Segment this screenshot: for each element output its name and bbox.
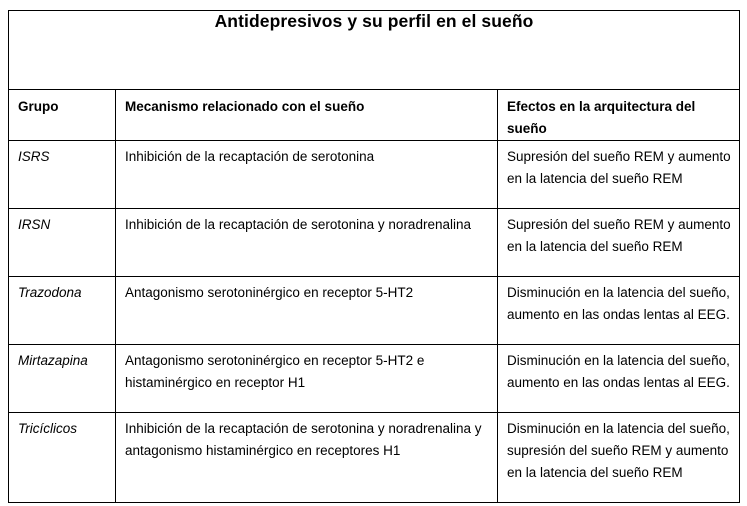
- group-name: Tricíclicos: [18, 421, 77, 436]
- table-title-cell: [9, 11, 740, 90]
- table-row: [9, 345, 740, 413]
- table-row: [9, 413, 740, 503]
- cell-efectos: [498, 413, 740, 503]
- group-name: Trazodona: [18, 285, 82, 300]
- cell-efectos: [498, 277, 740, 345]
- cell-grupo: [9, 413, 116, 503]
- group-name: ISRS: [18, 149, 50, 164]
- mechanism-text: Inhibición de la recaptación de serotonina y noradrenalina: [125, 217, 471, 232]
- cell-efectos: [498, 345, 740, 413]
- cell-grupo: [9, 277, 116, 345]
- column-header-efectos: [498, 90, 740, 141]
- mechanism-text: Inhibición de la recaptación de serotonina y noradrenalina y antagonismo histaminérgico en receptores H1: [125, 421, 482, 458]
- mechanism-text: Inhibición de la recaptación de serotonina: [125, 149, 375, 164]
- column-header-label: Efectos en la arquitectura del sueño: [507, 99, 696, 136]
- group-name: Mirtazapina: [18, 353, 88, 368]
- effects-text: Disminución en la latencia del sueño, supresión del sueño REM y aumento en la latencia del sueño REM: [507, 421, 730, 480]
- cell-grupo: [9, 141, 116, 209]
- table-container: [8, 10, 739, 497]
- cell-mecanismo: [116, 141, 498, 209]
- column-header-label: Mecanismo relacionado con el sueño: [125, 99, 365, 114]
- table-header-row: [9, 90, 740, 141]
- table-row: [9, 277, 740, 345]
- group-name: IRSN: [18, 217, 51, 232]
- effects-text: Disminución en la latencia del sueño, aumento en las ondas lentas al EEG.: [507, 285, 730, 322]
- column-header-grupo: [9, 90, 116, 141]
- effects-text: Supresión del sueño REM y aumento en la latencia del sueño REM: [507, 217, 731, 254]
- cell-efectos: [498, 209, 740, 277]
- table-row: [9, 209, 740, 277]
- cell-efectos: [498, 141, 740, 209]
- table-row: [9, 141, 740, 209]
- cell-mecanismo: [116, 277, 498, 345]
- column-header-mecanismo: [116, 90, 498, 141]
- title-row: [9, 11, 740, 90]
- cell-mecanismo: [116, 345, 498, 413]
- mechanism-text: Antagonismo serotoninérgico en receptor 5-HT2 e histaminérgico en receptor H1: [125, 353, 425, 390]
- cell-grupo: [9, 345, 116, 413]
- mechanism-text: Antagonismo serotoninérgico en receptor 5-HT2: [125, 285, 414, 300]
- cell-mecanismo: [116, 209, 498, 277]
- cell-mecanismo: [116, 413, 498, 503]
- cell-grupo: [9, 209, 116, 277]
- effects-text: Disminución en la latencia del sueño, aumento en las ondas lentas al EEG.: [507, 353, 730, 390]
- antidepressants-sleep-profile-table: [8, 10, 740, 503]
- page-title: Antidepresivos y su perfil en el sueño: [214, 11, 534, 31]
- column-header-label: Grupo: [18, 99, 59, 114]
- effects-text: Supresión del sueño REM y aumento en la latencia del sueño REM: [507, 149, 731, 186]
